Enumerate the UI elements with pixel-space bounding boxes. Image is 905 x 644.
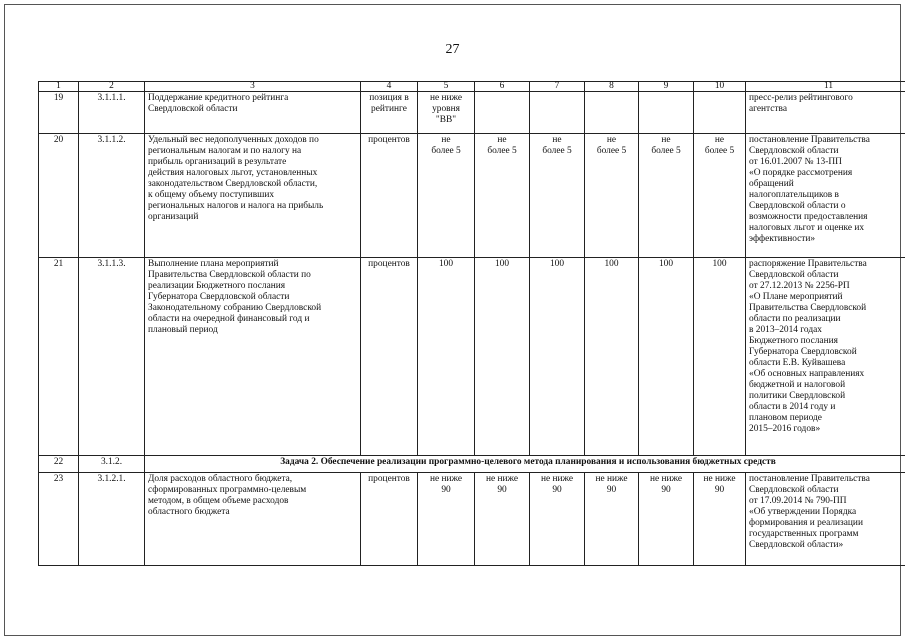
value-cell: 100 bbox=[585, 258, 639, 456]
value-cell: не более 5 bbox=[639, 134, 694, 258]
source-cell: постановление Правительства Свердловской области от 16.01.2007 № 13-ПП «О порядке рассмотрения обращений налогоплательщиков в Свердловской области о возможности предоставления налоговых льгот и оценке их эффективности» bbox=[746, 134, 905, 258]
row-number: 23 bbox=[39, 473, 79, 566]
value-cell: 100 bbox=[530, 258, 585, 456]
value-cell bbox=[530, 92, 585, 134]
header-cell: 9 bbox=[639, 82, 694, 92]
source-cell: распоряжение Правительства Свердловской области от 27.12.2013 № 2256-РП «О Плане мероприятий Правительства Свердловской области по реализации в 2013–2014 годах Бюджетного послания Губернатора Свердловской области Е.В. Куйвашева «Об основных направлениях бюджетной и налоговой политики Свердловской области в 2014 году и плановом периоде 2015–2016 годов» bbox=[746, 258, 905, 456]
value-cell: не ниже 90 bbox=[418, 473, 475, 566]
task-row bbox=[39, 456, 905, 473]
value-cell: 100 bbox=[418, 258, 475, 456]
row-code: 3.1.1.3. bbox=[79, 258, 145, 456]
row-number: 19 bbox=[39, 92, 79, 134]
column-numbers-row bbox=[39, 82, 905, 92]
row-number: 20 bbox=[39, 134, 79, 258]
value-cell: не ниже 90 bbox=[475, 473, 530, 566]
header-cell: 7 bbox=[530, 82, 585, 92]
value-cell: не ниже 90 bbox=[585, 473, 639, 566]
header-cell: 4 bbox=[361, 82, 418, 92]
row-number: 21 bbox=[39, 258, 79, 456]
header-cell: 2 bbox=[79, 82, 145, 92]
row-code: 3.1.1.2. bbox=[79, 134, 145, 258]
row-code: 3.1.2.1. bbox=[79, 473, 145, 566]
value-cell: не более 5 bbox=[475, 134, 530, 258]
value-cell bbox=[639, 92, 694, 134]
header-cell: 6 bbox=[475, 82, 530, 92]
indicator-name: Доля расходов областного бюджета, сформированных программно-целевым методом, в общем объеме расходов областного бюджета bbox=[145, 473, 361, 566]
header-cell: 1 bbox=[39, 82, 79, 92]
value-cell: не более 5 bbox=[530, 134, 585, 258]
value-cell: не более 5 bbox=[418, 134, 475, 258]
row-code: 3.1.1.1. bbox=[79, 92, 145, 134]
value-cell: не ниже 90 bbox=[694, 473, 746, 566]
value-cell bbox=[694, 92, 746, 134]
unit-cell: процентов bbox=[361, 258, 418, 456]
task-heading: Задача 2. Обеспечение реализации программно-целевого метода планирования и использования бюджетных средств bbox=[145, 456, 905, 473]
value-cell bbox=[475, 92, 530, 134]
row-number: 22 bbox=[39, 456, 79, 473]
header-cell: 8 bbox=[585, 82, 639, 92]
value-cell: не ниже 90 bbox=[639, 473, 694, 566]
value-cell: не более 5 bbox=[585, 134, 639, 258]
table-row bbox=[39, 258, 905, 456]
value-cell: 100 bbox=[475, 258, 530, 456]
indicator-name: Выполнение плана мероприятий Правительства Свердловской области по реализации Бюджетного послания Губернатора Свердловской области Законодательному собранию Свердловской области на очередной финансовый год и плановый период bbox=[145, 258, 361, 456]
value-cell: не ниже уровня "BB" bbox=[418, 92, 475, 134]
unit-cell: процентов bbox=[361, 134, 418, 258]
unit-cell: позиция в рейтинге bbox=[361, 92, 418, 134]
table-row bbox=[39, 473, 905, 566]
page-number: 27 bbox=[5, 42, 900, 58]
value-cell bbox=[585, 92, 639, 134]
header-cell: 11 bbox=[746, 82, 905, 92]
row-code: 3.1.2. bbox=[79, 456, 145, 473]
table-row bbox=[39, 92, 905, 134]
unit-cell: процентов bbox=[361, 473, 418, 566]
value-cell: не более 5 bbox=[694, 134, 746, 258]
indicators-table bbox=[38, 81, 905, 566]
indicator-name: Поддержание кредитного рейтинга Свердловской области bbox=[145, 92, 361, 134]
value-cell: 100 bbox=[694, 258, 746, 456]
source-cell: пресс-релиз рейтингового агентства bbox=[746, 92, 905, 134]
header-cell: 5 bbox=[418, 82, 475, 92]
indicator-name: Удельный вес недополученных доходов по региональным налогам и по налогу на прибыль организаций в результате действия налоговых льгот, установленных законодательством Свердловской области, к общему объему поступивших региональных налогов и налога на прибыль организаций bbox=[145, 134, 361, 258]
document-page bbox=[4, 4, 901, 636]
header-cell: 10 bbox=[694, 82, 746, 92]
source-cell: постановление Правительства Свердловской области от 17.09.2014 № 790-ПП «Об утверждении Порядка формирования и реализации государственных программ Свердловской области» bbox=[746, 473, 905, 566]
value-cell: не ниже 90 bbox=[530, 473, 585, 566]
value-cell: 100 bbox=[639, 258, 694, 456]
table-row bbox=[39, 134, 905, 258]
header-cell: 3 bbox=[145, 82, 361, 92]
